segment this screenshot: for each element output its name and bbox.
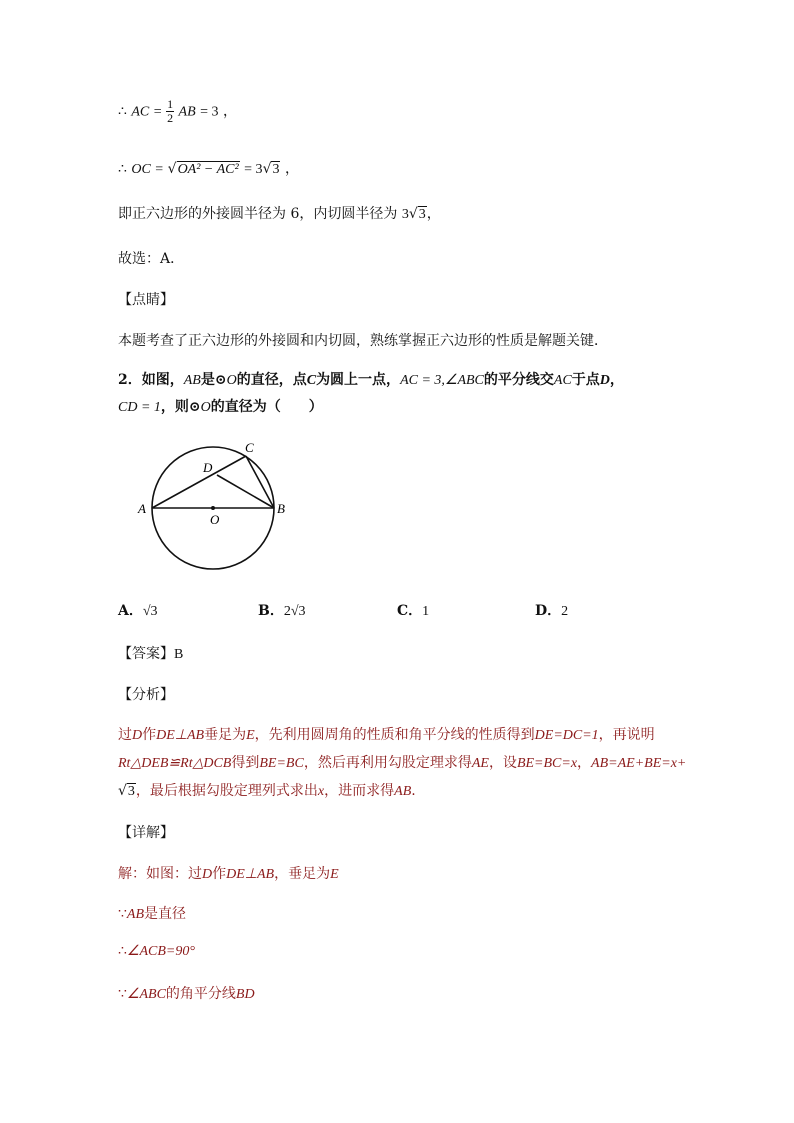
- because-symbol: ∵: [118, 906, 127, 922]
- label-b: B: [277, 501, 285, 516]
- comma: ，: [284, 161, 299, 177]
- var-ac: AC: [131, 104, 150, 120]
- var-ab: AB: [394, 784, 412, 799]
- equals-sign: =: [153, 104, 162, 120]
- var-d: D: [599, 373, 610, 388]
- var-d: D: [132, 728, 143, 743]
- label-d: D: [203, 460, 213, 475]
- option-value: 1: [422, 604, 430, 619]
- expr-de-perp-ab: DE⊥AB: [226, 867, 275, 882]
- sqrt-icon: √: [118, 783, 127, 799]
- var-o: O: [226, 373, 237, 388]
- detail-line-3: [118, 943, 195, 960]
- sqrt-icon: √: [262, 161, 272, 177]
- label-a: A: [138, 501, 146, 516]
- option-value: 2√3: [283, 604, 306, 619]
- option-a[interactable]: [118, 600, 158, 620]
- d-text: 作: [212, 866, 227, 882]
- d-text: 是直径: [144, 906, 187, 922]
- sqrt-icon: √: [167, 161, 177, 177]
- var-oc: OC: [131, 162, 151, 177]
- an-text: ，先利用圆周角的性质和角平分线的性质得到: [254, 727, 535, 743]
- an-text: 得到: [231, 755, 260, 771]
- var-ab: AB: [178, 104, 196, 120]
- answer-line: [118, 643, 183, 663]
- therefore-symbol: ∴: [118, 943, 127, 959]
- an-text: .: [411, 783, 416, 799]
- value-three: = 3: [200, 104, 219, 120]
- option-label: A．: [118, 603, 143, 619]
- detail-line-2: [118, 903, 186, 923]
- option-c[interactable]: [397, 600, 429, 620]
- option-label: D．: [535, 603, 562, 619]
- an-text: 垂足为: [204, 727, 247, 743]
- var-ab: AB: [126, 907, 145, 922]
- radicand-three: 3: [272, 162, 280, 177]
- an-text: ，然后再利用勾股定理求得: [303, 755, 472, 771]
- q-text: 的直径为（ ）: [210, 399, 323, 415]
- q-text: ，则⊙: [160, 399, 201, 415]
- q-text: 的直径，点: [236, 372, 307, 388]
- question-2-line-2: [118, 396, 323, 416]
- answer-label: 【答案】: [118, 646, 174, 662]
- q-text: ，: [609, 372, 624, 388]
- therefore-symbol: ∴: [118, 162, 127, 177]
- option-d[interactable]: [535, 600, 568, 620]
- solution-choice: 故选：A．: [118, 251, 185, 267]
- an-text: 作: [142, 727, 157, 743]
- expr-de-dc: DE=DC=1: [534, 728, 599, 743]
- label-o: O: [210, 512, 220, 527]
- an-text: ，最后根据勾股定理列式求出: [135, 783, 318, 799]
- var-ac: AC: [553, 373, 572, 388]
- fraction-one-half: [166, 98, 174, 125]
- fraction-denominator: 2: [167, 111, 174, 125]
- var-e: E: [246, 728, 255, 743]
- solution-line-ac: [118, 98, 237, 125]
- d-text: 解：如图：过: [118, 866, 202, 882]
- therefore-symbol: ∴: [118, 104, 127, 120]
- an-text: ，再说明: [598, 727, 655, 743]
- expr-be-bc: BE=BC: [259, 756, 304, 771]
- option-value: √3: [142, 604, 158, 619]
- var-ab: AB: [183, 373, 201, 388]
- expr-be-bc-x: BE=BC=x: [516, 756, 578, 771]
- analysis-line-2: [118, 752, 686, 772]
- var-c: C: [306, 373, 317, 388]
- condition-cd: CD = 1: [118, 400, 161, 415]
- dianjing-text: 本题考查了正六边形的外接圆和内切圆，熟练掌握正六边形的性质是解题关键．: [118, 333, 608, 349]
- analysis-line-1: [118, 724, 655, 744]
- expr-de-perp-ab: DE⊥AB: [156, 728, 205, 743]
- fraction-numerator: 1: [167, 97, 174, 111]
- option-label: B．: [258, 603, 284, 619]
- solution-line-oc: [118, 158, 299, 178]
- segment-ac: [152, 456, 246, 508]
- var-x: x: [317, 784, 325, 799]
- section-label-dianjing: 【点睛】: [118, 292, 174, 308]
- d-text: 的角平分线: [165, 986, 236, 1002]
- condition: AC = 3,∠ABC: [400, 373, 484, 388]
- an-text: ，设: [488, 755, 517, 771]
- var-e: E: [330, 867, 339, 882]
- solution-line-radius: [118, 203, 441, 223]
- d-text: ，垂足为: [274, 866, 331, 882]
- q-text: 为圆上一点，: [316, 372, 401, 388]
- analysis-line-3: [118, 780, 416, 800]
- radius-text: 即正六边形的外接圆半径为 6，内切圆半径为: [118, 206, 398, 222]
- option-label: C．: [397, 603, 423, 619]
- an-text: 过: [118, 727, 132, 743]
- equals-sign: =: [155, 162, 164, 177]
- sqrt-icon: √: [408, 206, 418, 222]
- question-2-line-1: [118, 369, 624, 389]
- question-number: 2．如图，: [118, 372, 184, 388]
- an-text: ，进而求得: [324, 783, 395, 799]
- expr-angle-abc: ∠ABC: [126, 987, 166, 1002]
- expr-ab-sum: AB=AE+BE=x+: [591, 756, 687, 771]
- var-o: O: [200, 400, 211, 415]
- detail-line-1: [118, 863, 339, 883]
- radicand-three: 3: [418, 207, 426, 222]
- q-text: 是⊙: [200, 372, 227, 388]
- comma: ，: [426, 206, 441, 222]
- center-point: [211, 506, 215, 510]
- radicand: OA² − AC²: [177, 162, 239, 177]
- var-ae: AE: [471, 756, 489, 771]
- an-text: ，: [577, 755, 592, 771]
- option-b[interactable]: [258, 600, 306, 620]
- var-d: D: [202, 867, 213, 882]
- q-text: 的平分线交: [483, 372, 554, 388]
- radicand-three: 3: [127, 784, 135, 799]
- because-symbol: ∵: [118, 986, 127, 1002]
- label-c: C: [245, 440, 254, 455]
- circle-diagram: [130, 435, 300, 575]
- answer-value: B: [174, 647, 184, 662]
- var-bd: BD: [235, 987, 255, 1002]
- expr-congruence: Rt△DEB≌Rt△DCB: [118, 756, 232, 771]
- comma: ，: [222, 103, 237, 120]
- expr-angle-acb: ∠ACB=90°: [126, 944, 195, 959]
- coefficient: 3: [401, 207, 409, 222]
- detail-line-4: [118, 983, 255, 1003]
- section-label-detail: 【详解】: [118, 825, 174, 841]
- option-value: 2: [561, 604, 569, 619]
- coefficient: = 3: [244, 162, 263, 177]
- section-label-analysis: 【分析】: [118, 687, 174, 703]
- q-text: 于点: [571, 372, 600, 388]
